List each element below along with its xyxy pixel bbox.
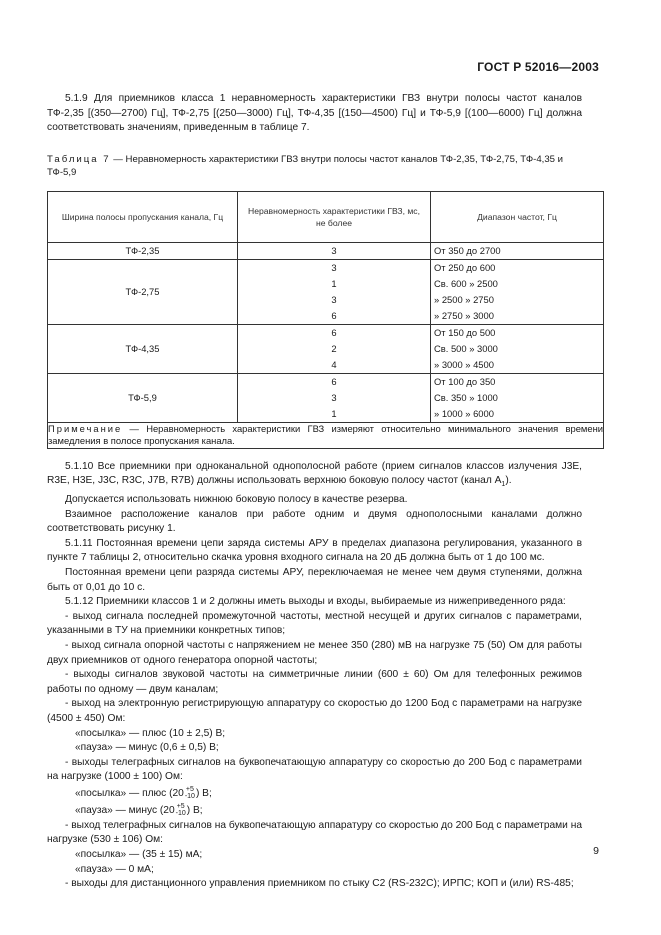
- table-row: [48, 242, 604, 259]
- signal-line: [47, 785, 582, 802]
- table-header-row: [48, 191, 604, 242]
- body-text: [47, 460, 582, 892]
- table-row: [48, 324, 604, 373]
- range: От 350 до 2700: [434, 244, 501, 256]
- list-item: - выход сигнала последней промежуточной частоты, местной несущей и других сигналов с параметрами, указанными в ТУ на приемники конкретных типов;: [47, 610, 582, 637]
- paragraph-5-1-11: 5.1.11 Постоянная времени цепи заряда системы АРУ в пределах диапазона регулирования, указанного в пункте 7 таблицы 2, относительно скачка уровня входного сигнала на 20 дБ должна быть от 1 до 100 мс.: [47, 537, 582, 564]
- table-row: [48, 373, 604, 422]
- gvz-table: [47, 191, 604, 449]
- signal-text: «посылка» — плюс (20: [75, 787, 184, 799]
- range: » 1000 » 6000: [434, 407, 494, 419]
- value: 3: [331, 261, 337, 273]
- values-cell: [238, 242, 431, 259]
- header-frequency-range: Диапазон частот, Гц: [431, 191, 604, 242]
- p1-end: ).: [505, 475, 512, 487]
- paragraph: Постоянная времени цепи разряда системы АРУ, переключаемая не менее чем двумя ступенями, должна быть от 0,01 до 10 с.: [47, 566, 582, 593]
- value: 3: [331, 293, 337, 305]
- table-note-row: [48, 422, 604, 448]
- tolerance-upper: +5: [176, 803, 185, 811]
- signal-line: «посылка» — (35 ± 15) мА;: [75, 849, 203, 861]
- p1-subscript: 1: [501, 481, 506, 489]
- note-label: Примечание: [48, 422, 123, 434]
- header-nonuniformity: Неравномерность характеристики ГВЗ, мс, не более: [238, 191, 431, 242]
- range: От 100 до 350: [434, 375, 496, 387]
- list-item: - выход сигнала опорной частоты с напряжением не менее 350 (280) мВ на нагрузке 75 (50) Ом для работы двух приемников от одного генератора опорной частоты;: [47, 639, 582, 666]
- value: 3: [331, 391, 337, 403]
- header-bandwidth: Ширина полосы пропускания канала, Гц: [48, 191, 238, 242]
- list-item: - выходы телеграфных сигналов на буквопечатающую аппаратуру со скоростью до 200 Бод с параметрами на нагрузке (1000 ± 100) Ом:: [47, 756, 582, 783]
- note-text: — Неравномерность характеристики ГВЗ измеряют относительно минимального значения времени замедления в полосе пропускания канала.: [48, 422, 603, 447]
- range: От 150 до 500: [434, 326, 496, 338]
- document-header: ГОСТ Р 52016—2003: [477, 60, 599, 74]
- range: От 250 до 600: [434, 261, 496, 273]
- table-caption-label: Таблица 7: [47, 153, 111, 165]
- tolerance-lower: -10: [175, 810, 186, 818]
- tolerance-upper: +5: [185, 786, 194, 794]
- ranges-cell: [431, 373, 604, 422]
- values-cell: [238, 324, 431, 373]
- tolerance: [185, 786, 195, 800]
- range: Св. 600 » 2500: [434, 277, 498, 289]
- ranges-cell: [431, 242, 604, 259]
- paragraph-5-1-10: [47, 460, 582, 493]
- values-cell: [238, 373, 431, 422]
- p1-text: 5.1.10 Все приемники при одноканальной однополосной работе (прием сигналов классов излучения J3E, R3E, H3E, J3C, R3C, J7B, R7B) должны использовать верхнюю боковую полосу частот (канал A: [47, 460, 582, 487]
- ranges-cell: [431, 324, 604, 373]
- page-content: [47, 92, 603, 892]
- signal-line: «пауза» — 0 мА;: [75, 863, 154, 875]
- channel-cell: ТФ-4,35: [48, 324, 238, 373]
- tolerance: [176, 803, 186, 817]
- paragraph-5-1-12: 5.1.12 Приемники классов 1 и 2 должны иметь выходы и входы, выбираемые из нижеприведенного ряда:: [65, 596, 566, 608]
- range: Св. 350 » 1000: [434, 391, 498, 403]
- table-caption-text: — Неравномерность характеристики ГВЗ внутри полосы частот каналов ТФ-2,35, ТФ-2,75, ТФ-4,35 и ТФ-5,9: [47, 153, 564, 179]
- intro-paragraph: 5.1.9 Для приемников класса 1 неравномерность характеристики ГВЗ внутри полосы частот каналов ТФ-2,35 [(350—2700) Гц], ТФ-2,75 [(250—3000) Гц], ТФ-4,35 [(150—4500) Гц] и ТФ-5,9 [(100—6000) Гц] должна соответствовать значениям, приведенным в таблице 7.: [47, 93, 582, 134]
- range: Св. 500 » 3000: [434, 342, 498, 354]
- value: 3: [331, 244, 337, 256]
- values-cell: [238, 259, 431, 324]
- list-item: - выход на электронную регистрирующую аппаратуру со скоростью до 1200 Бод с параметрами на нагрузке (4500 ± 450) Ом:: [47, 698, 582, 724]
- page-number: 9: [593, 845, 599, 857]
- table-caption: [47, 153, 582, 180]
- signal-text: «пауза» — минус (20: [75, 804, 175, 816]
- table-note: [48, 422, 604, 448]
- channel-cell: ТФ-2,75: [48, 259, 238, 324]
- value: 6: [331, 326, 337, 338]
- ranges-cell: [431, 259, 604, 324]
- value: 4: [331, 358, 337, 370]
- value: 1: [331, 277, 337, 289]
- paragraph: Допускается использовать нижнюю боковую полосу в качестве резерва.: [65, 494, 408, 505]
- channel-cell: ТФ-5,9: [48, 373, 238, 422]
- list-item: - выходы сигналов звуковой частоты на симметричные линии (600 ± 60) Ом для телефонных режимов работы по одному — двум каналам;: [47, 669, 582, 695]
- signal-unit: ) В;: [195, 787, 212, 799]
- list-item: - выходы для дистанционного управления приемником по стыку С2 (RS-232C); ИРПС; КОП и (или) RS-485;: [65, 878, 574, 890]
- value: 6: [331, 375, 337, 387]
- range: » 3000 » 4500: [434, 358, 494, 370]
- channel-cell: ТФ-2,35: [48, 242, 238, 259]
- tolerance-lower: -10: [184, 793, 195, 801]
- list-item: - выход телеграфных сигналов на буквопечатающую аппаратуру со скоростью до 200 Бод с параметрами на нагрузке (530 ± 106) Ом:: [47, 819, 582, 846]
- signal-line: [47, 802, 582, 819]
- signal-line: «посылка» — плюс (10 ± 2,5) В;: [75, 727, 226, 739]
- range: » 2500 » 2750: [434, 293, 494, 305]
- value: 1: [331, 407, 337, 419]
- table-row: [48, 259, 604, 324]
- paragraph: Взаимное расположение каналов при работе одним и двумя однополосными каналами должно соответствовать рисунку 1.: [47, 508, 582, 535]
- value: 6: [331, 309, 337, 321]
- value: 2: [331, 342, 337, 354]
- signal-line: «пауза» — минус (0,6 ± 0,5) В;: [75, 742, 219, 754]
- signal-unit: ) В;: [186, 804, 203, 816]
- range: » 2750 » 3000: [434, 309, 494, 321]
